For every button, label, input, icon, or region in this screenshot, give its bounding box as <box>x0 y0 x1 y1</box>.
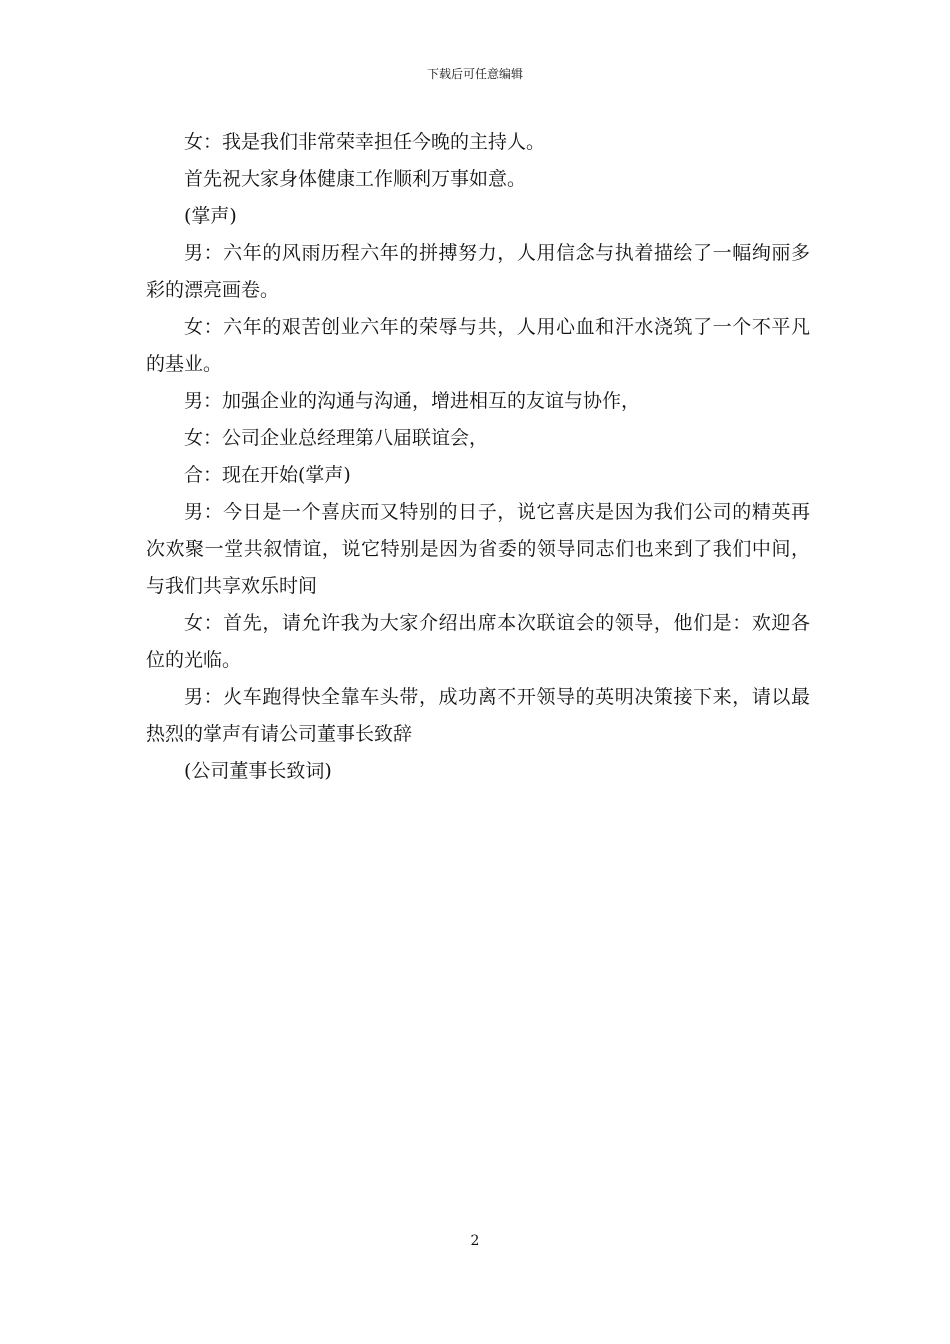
paragraph: 女：首先，请允许我为大家介绍出席本次联谊会的领导，他们是：欢迎各位的光临。 <box>146 612 810 671</box>
paragraph: 女：公司企业总经理第八届联谊会， <box>184 427 489 449</box>
paragraph: 首先祝大家身体健康工作顺利万事如意。 <box>184 168 527 190</box>
page-header: 下载后可任意编辑 <box>426 67 523 81</box>
paragraph: 合：现在开始(掌声) <box>184 464 351 486</box>
paragraph: (公司董事长致词) <box>184 760 332 782</box>
paragraph: 女：我是我们非常荣幸担任今晚的主持人。 <box>184 131 546 153</box>
paragraph: 男：六年的风雨历程六年的拼搏努力，人用信念与执着描绘了一幅绚丽多彩的漂亮画卷。 <box>146 242 810 301</box>
page-number: 2 <box>470 1233 480 1249</box>
paragraph: 男：火车跑得快全靠车头带，成功离不开领导的英明决策接下来，请以最热烈的掌声有请公司董事长致辞 <box>146 686 810 745</box>
document-body <box>146 124 810 790</box>
paragraph: 男：今日是一个喜庆而又特别的日子，说它喜庆是因为我们公司的精英再次欢聚一堂共叙情谊，说它特别是因为省委的领导同志们也来到了我们中间，与我们共享欢乐时间 <box>146 501 810 597</box>
paragraph: 男：加强企业的沟通与沟通，增进相互的友谊与协作， <box>184 390 641 412</box>
paragraph: (掌声) <box>184 205 237 227</box>
paragraph: 女：六年的艰苦创业六年的荣辱与共，人用心血和汗水浇筑了一个不平凡的基业。 <box>146 316 810 375</box>
